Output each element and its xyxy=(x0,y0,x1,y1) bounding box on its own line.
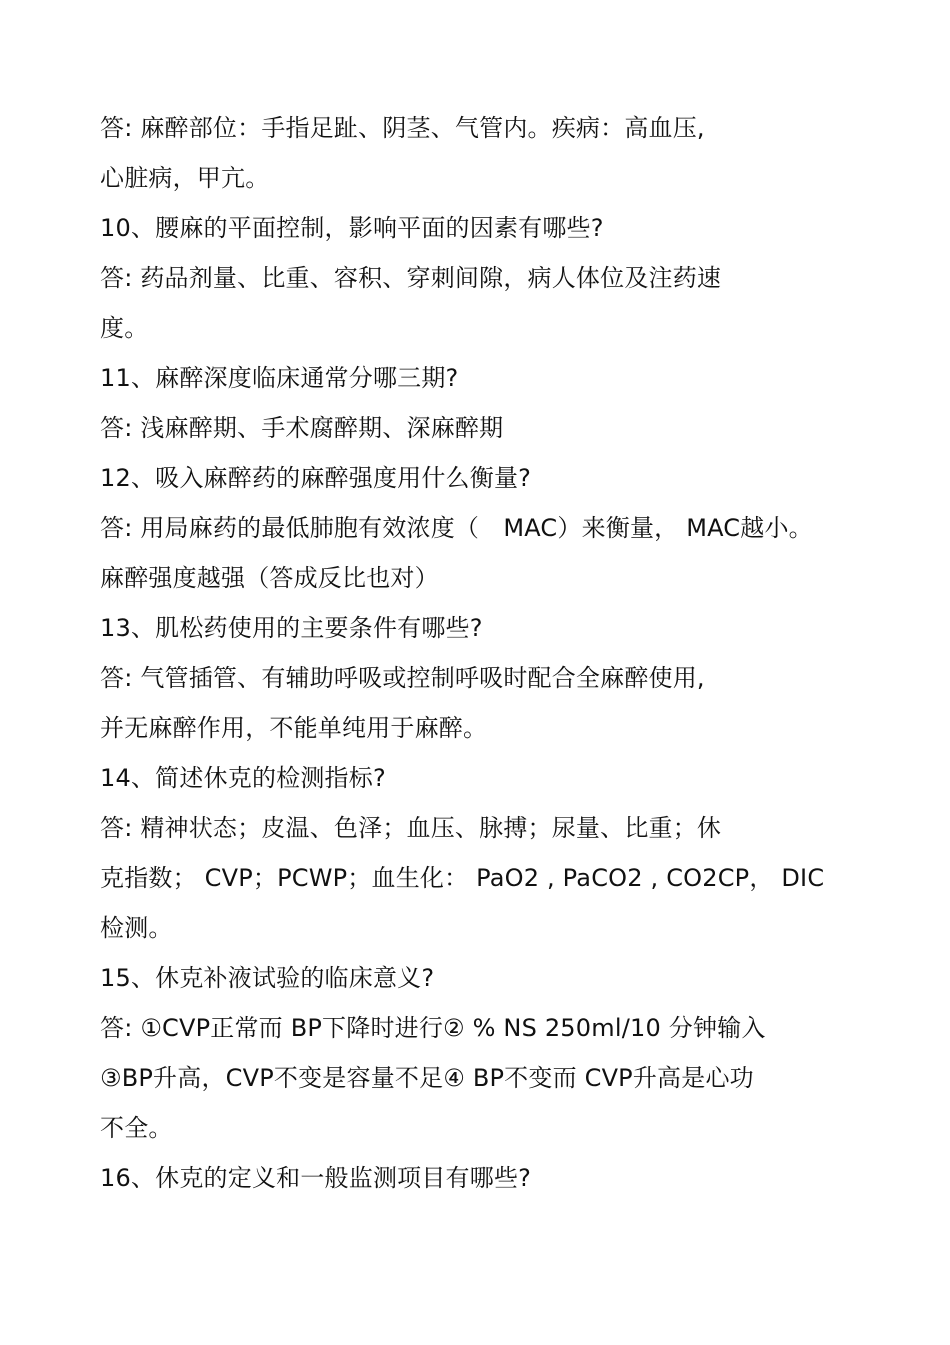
text-line: 度。 xyxy=(100,314,149,342)
question-16: 16、休克的定义和一般监测项目有哪些? xyxy=(100,1164,532,1192)
text-line: 答: 麻醉部位：手指足趾、阴茎、气管内。疾病：高血压, xyxy=(100,114,705,142)
text-line: 心脏病，甲亢。 xyxy=(100,164,270,192)
question-11: 11、麻醉深度临床通常分哪三期? xyxy=(100,364,459,392)
text-line: 检测。 xyxy=(100,914,173,942)
question-10: 10、腰麻的平面控制，影响平面的因素有哪些? xyxy=(100,214,604,242)
text-line: 并无麻醉作用，不能单纯用于麻醉。 xyxy=(100,714,488,742)
text-line: 麻醉强度越强（答成反比也对） xyxy=(100,564,439,592)
answer-10: 答: 药品剂量、比重、容积、穿刺间隙，病人体位及注药速 xyxy=(100,264,722,292)
question-15: 15、休克补液试验的临床意义? xyxy=(100,964,435,992)
document-text xyxy=(100,106,900,1206)
answer-11: 答: 浅麻醉期、手术腐醉期、深麻醉期 xyxy=(100,414,504,442)
text-line: ③BP升高，CVP不变是容量不足④ BP不变而 CVP升高是心功 xyxy=(100,1064,754,1092)
answer-15: 答: ①CVP正常而 BP下降时进行② % NS 250ml/10 分钟输入 xyxy=(100,1014,766,1042)
answer-12: 答: 用局麻药的最低肺胞有效浓度（ MAC）来衡量， MAC越小。 xyxy=(100,514,813,542)
text-line: 克指数； CVP；PCWP；血生化： PaO2 , PaCO2 , CO2CP， DIC xyxy=(100,864,825,892)
text-line: 不全。 xyxy=(100,1114,173,1142)
answer-14: 答: 精神状态；皮温、色泽；血压、脉搏；尿量、比重；休 xyxy=(100,814,722,842)
answer-13: 答: 气管插管、有辅助呼吸或控制呼吸时配合全麻醉使用, xyxy=(100,664,705,692)
question-13: 13、肌松药使用的主要条件有哪些? xyxy=(100,614,483,642)
question-12: 12、吸入麻醉药的麻醉强度用什么衡量? xyxy=(100,464,532,492)
question-14: 14、简述休克的检测指标? xyxy=(100,764,386,792)
